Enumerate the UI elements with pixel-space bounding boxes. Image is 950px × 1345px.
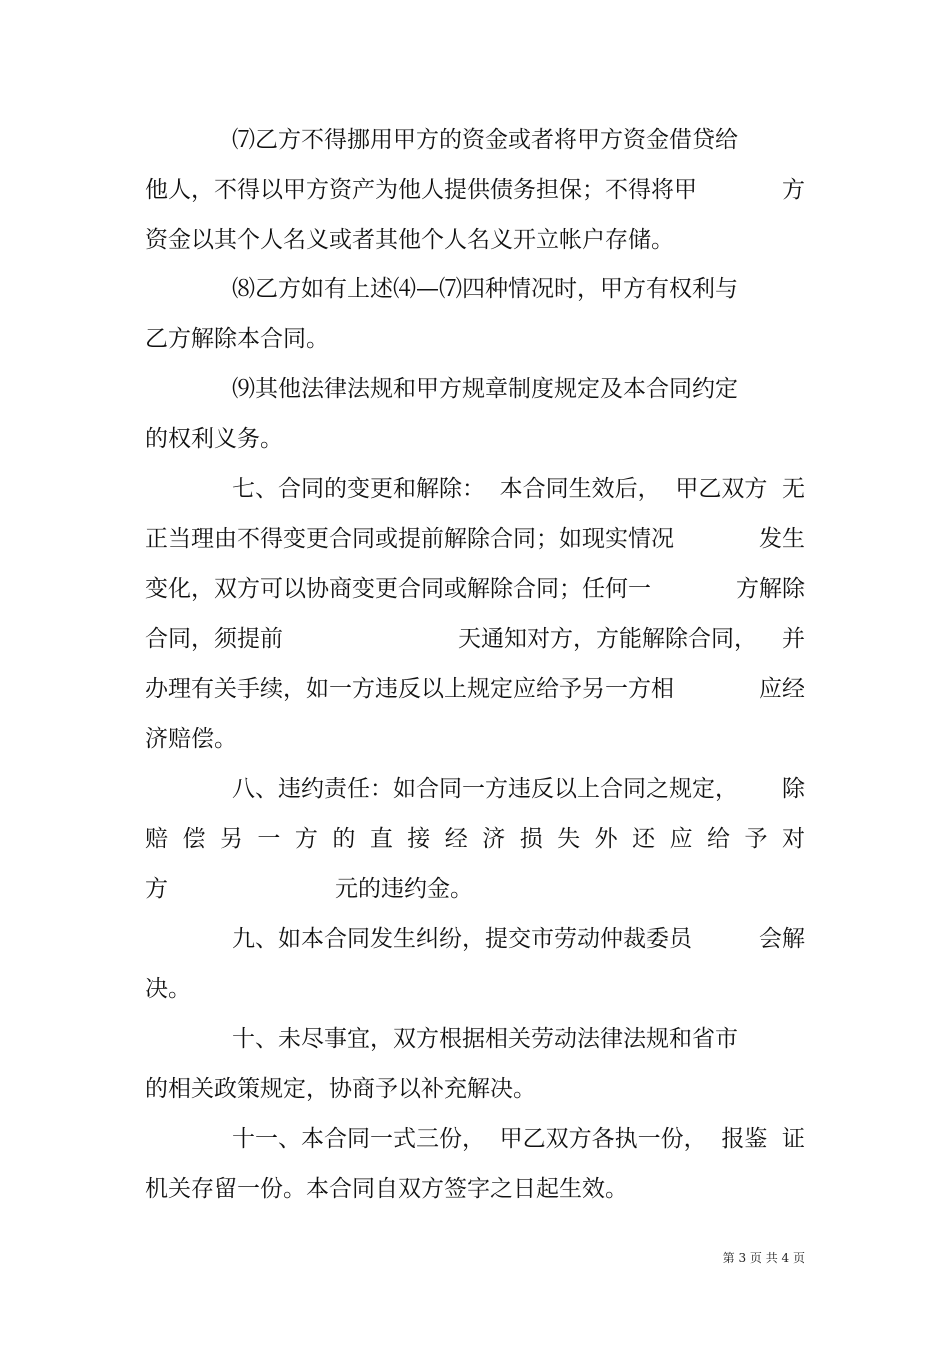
text-char: 损: [519, 826, 543, 852]
paragraph-line: 乙方解除本合同。: [145, 326, 329, 352]
paragraph-line: [232, 924, 805, 954]
paragraph-line: [145, 524, 805, 554]
text-segment: 元的违约金。: [335, 876, 473, 902]
paragraph-line: [145, 175, 805, 205]
paragraph-line: [232, 474, 805, 504]
text-segment: 发生: [759, 526, 805, 552]
paragraph-line: [145, 874, 805, 904]
text-char: 方: [294, 826, 318, 852]
text-segment: 方解除: [736, 576, 805, 602]
text-segment: 七、合同的变更和解除：: [232, 476, 485, 502]
text-segment: 九、如本合同发生纠纷，提交市劳动仲裁委员: [232, 926, 692, 952]
text-segment: 八、违约责任：如合同一方违反以上合同之规定，: [232, 776, 738, 802]
text-segment: 并: [782, 626, 805, 652]
text-char: 的: [332, 826, 356, 852]
paragraph-line: [145, 824, 805, 854]
text-char: 对: [781, 826, 805, 852]
text-char: 接: [407, 826, 431, 852]
paragraph-line: [145, 674, 805, 704]
text-segment: 无: [781, 476, 805, 502]
text-segment: 天通知对方，方能解除合同，: [458, 626, 757, 652]
text-segment: 甲乙双方: [675, 476, 768, 502]
text-segment: 变化，双方可以协商变更合同或解除合同；任何一: [145, 576, 651, 602]
text-segment: 正当理由不得变更合同或提前解除合同；如现实情况: [145, 526, 674, 552]
paragraph-line: [232, 774, 805, 804]
paragraph-line: [145, 574, 805, 604]
text-char: 一: [257, 826, 281, 852]
text-segment: 方: [782, 177, 805, 203]
paragraph-line: ⑺乙方不得挪用甲方的资金或者将甲方资金借贷给: [232, 127, 738, 153]
text-char: 给: [707, 826, 731, 852]
text-segment: 应经: [759, 676, 805, 702]
paragraph-line: [232, 1124, 805, 1154]
paragraph-line: 的相关政策规定，协商予以补充解决。: [145, 1076, 536, 1102]
paragraph-line: ⑻乙方如有上述⑷—⑺四种情况时，甲方有权利与: [232, 276, 738, 302]
text-segment: 十一、本合同一式三份，: [232, 1126, 485, 1152]
text-char: 直: [369, 826, 393, 852]
page-number: 第 3 页 共 4 页: [722, 1251, 805, 1265]
text-char: 还: [632, 826, 656, 852]
text-char: 赔: [145, 826, 168, 852]
text-char: 另: [219, 826, 243, 852]
text-segment: 合同，须提前: [145, 626, 283, 652]
text-segment: 本合同生效后，: [499, 476, 661, 502]
paragraph-line: 十、未尽事宜，双方根据相关劳动法律法规和省市: [232, 1026, 738, 1052]
text-char: 济: [482, 826, 506, 852]
paragraph-line: [145, 624, 805, 654]
text-segment: 方: [145, 876, 168, 902]
paragraph-line: 决。: [145, 976, 191, 1002]
text-segment: 甲乙双方各执一份，: [499, 1126, 707, 1152]
text-segment: 会解: [759, 926, 805, 952]
text-segment: 办理有关手续，如一方违反以上规定应给予另一方相: [145, 676, 674, 702]
text-char: 经: [444, 826, 468, 852]
text-char: 应: [669, 826, 693, 852]
text-char: 偿: [182, 826, 206, 852]
text-segment: 报鉴: [721, 1126, 768, 1152]
text-segment: 证: [781, 1126, 805, 1152]
paragraph-line: 济赔偿。: [145, 726, 237, 752]
text-segment: 除: [782, 776, 805, 802]
text-char: 失: [557, 826, 581, 852]
paragraph-line: 机关存留一份。本合同自双方签字之日起生效。: [145, 1176, 628, 1202]
text-char: 外: [594, 826, 618, 852]
paragraph-line: ⑼其他法律法规和甲方规章制度规定及本合同约定: [232, 376, 738, 402]
text-char: 予: [744, 826, 768, 852]
paragraph-line: 资金以其个人名义或者其他个人名义开立帐户存储。: [145, 227, 674, 253]
paragraph-line: 的权利义务。: [145, 426, 283, 452]
text-segment: 他人，不得以甲方资产为他人提供债务担保；不得将甲: [145, 177, 697, 203]
